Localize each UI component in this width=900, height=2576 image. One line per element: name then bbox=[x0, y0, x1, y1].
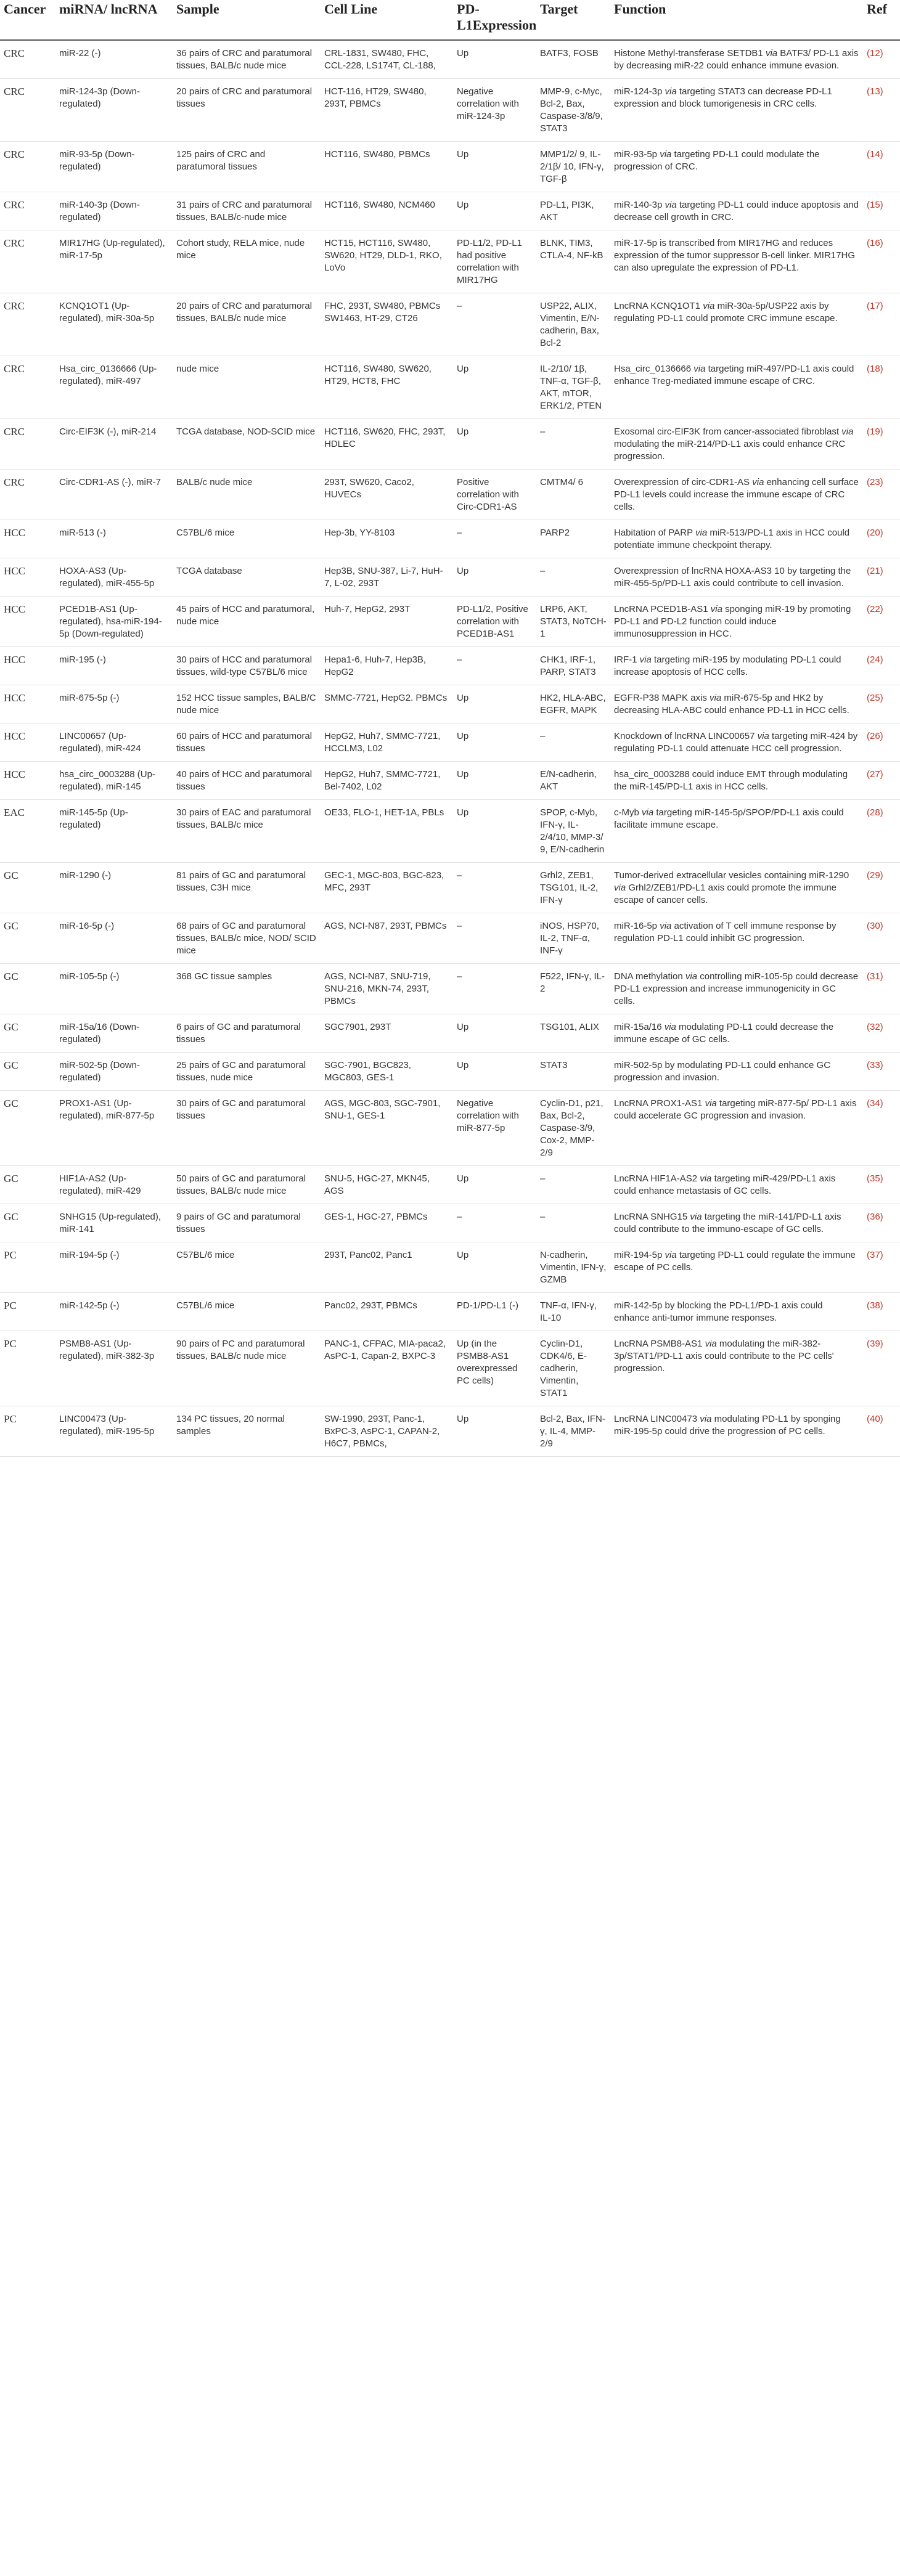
target-cell: BLNK, TIM3, CTLA-4, NF-kB bbox=[536, 230, 610, 293]
table-row bbox=[0, 230, 900, 293]
cancer-cell: CRC bbox=[0, 192, 55, 230]
cancer-cell: CRC bbox=[0, 356, 55, 419]
table-row bbox=[0, 142, 900, 192]
sample-cell: 25 pairs of GC and paratumoral tissues, nude mice bbox=[173, 1053, 321, 1091]
table-row bbox=[0, 1242, 900, 1293]
table-row bbox=[0, 79, 900, 142]
target-cell: USP22, ALIX, Vimentin, E/N-cadherin, Bax, Bcl-2 bbox=[536, 293, 610, 356]
pdl1-expression-cell: – bbox=[453, 913, 536, 964]
mirna-cell: miR-502-5p (Down-regulated) bbox=[55, 1053, 173, 1091]
ref-link[interactable]: (40) bbox=[863, 1406, 900, 1457]
mirna-cell: miR-142-5p (-) bbox=[55, 1293, 173, 1331]
mirna-cell: miR-195 (-) bbox=[55, 647, 173, 685]
cancer-cell: CRC bbox=[0, 419, 55, 470]
sample-cell: TCGA database bbox=[173, 558, 321, 597]
mirna-cell: PSMB8-AS1 (Up-regulated), miR-382-3p bbox=[55, 1331, 173, 1406]
cell-line-cell: Hep3B, SNU-387, Li-7, HuH-7, L-02, 293T bbox=[321, 558, 453, 597]
cancer-cell: GC bbox=[0, 964, 55, 1014]
cell-line-cell: HCT116, SW480, SW620, HT29, HCT8, FHC bbox=[321, 356, 453, 419]
pdl1-expression-cell: Up bbox=[453, 1053, 536, 1091]
pdl1-expression-cell: Up bbox=[453, 1242, 536, 1293]
target-cell: N-cadherin, Vimentin, IFN-γ, GZMB bbox=[536, 1242, 610, 1293]
pdl1-expression-cell: Up bbox=[453, 723, 536, 762]
mirna-cell: LINC00657 (Up-regulated), miR-424 bbox=[55, 723, 173, 762]
function-cell: miR-124-3p via targeting STAT3 can decrease PD-L1 expression and block tumorigenesis in CRC cells. bbox=[610, 79, 863, 142]
function-cell: miR-15a/16 via modulating PD-L1 could decrease the immune escape of GC cells. bbox=[610, 1014, 863, 1053]
target-cell: – bbox=[536, 558, 610, 597]
sample-cell: 30 pairs of HCC and paratumoral tissues, wild-type C57BL/6 mice bbox=[173, 647, 321, 685]
table-row bbox=[0, 558, 900, 597]
header-cancer: Cancer bbox=[0, 0, 55, 40]
target-cell: Bcl-2, Bax, IFN-γ, IL-4, MMP-2/9 bbox=[536, 1406, 610, 1457]
table-row bbox=[0, 1091, 900, 1166]
cancer-cell: GC bbox=[0, 1204, 55, 1242]
pdl1-expression-cell: Up bbox=[453, 142, 536, 192]
sample-cell: BALB/c nude mice bbox=[173, 470, 321, 520]
cancer-cell: GC bbox=[0, 913, 55, 964]
target-cell: F522, IFN-γ, IL-2 bbox=[536, 964, 610, 1014]
cancer-cell: PC bbox=[0, 1293, 55, 1331]
sample-cell: C57BL/6 mice bbox=[173, 1293, 321, 1331]
mirna-cell: Circ-EIF3K (-), miR-214 bbox=[55, 419, 173, 470]
cancer-cell: PC bbox=[0, 1406, 55, 1457]
pdl1-expression-cell: Up bbox=[453, 800, 536, 863]
pdl1-expression-cell: Up bbox=[453, 762, 536, 800]
function-cell: c-Myb via targeting miR-145-5p/SPOP/PD-L1 axis could facilitate immune escape. bbox=[610, 800, 863, 863]
ref-link[interactable]: (19) bbox=[863, 419, 900, 470]
ref-link[interactable]: (30) bbox=[863, 913, 900, 964]
cell-line-cell: Hep-3b, YY-8103 bbox=[321, 520, 453, 558]
ref-link[interactable]: (21) bbox=[863, 558, 900, 597]
sample-cell: 90 pairs of PC and paratumoral tissues, BALB/c nude mice bbox=[173, 1331, 321, 1406]
sample-cell: 30 pairs of GC and paratumoral tissues bbox=[173, 1091, 321, 1166]
sample-cell: 20 pairs of CRC and paratumoral tissues, BALB/c nude mice bbox=[173, 293, 321, 356]
sample-cell: 20 pairs of CRC and paratumoral tissues bbox=[173, 79, 321, 142]
cell-line-cell: SW-1990, 293T, Panc-1, BxPC-3, AsPC-1, CAPAN-2, H6C7, PBMCs, bbox=[321, 1406, 453, 1457]
ref-link[interactable]: (22) bbox=[863, 597, 900, 647]
header-target: Target bbox=[536, 0, 610, 40]
ref-link[interactable]: (37) bbox=[863, 1242, 900, 1293]
cell-line-cell: SGC-7901, BGC823, MGC803, GES-1 bbox=[321, 1053, 453, 1091]
table-row bbox=[0, 762, 900, 800]
cell-line-cell: 293T, SW620, Caco2, HUVECs bbox=[321, 470, 453, 520]
table-header bbox=[0, 0, 900, 40]
cancer-cell: CRC bbox=[0, 470, 55, 520]
mirna-cell: PROX1-AS1 (Up-regulated), miR-877-5p bbox=[55, 1091, 173, 1166]
function-cell: Knockdown of lncRNA LINC00657 via targeting miR-424 by regulating PD-L1 could attenuate HCC cell progression. bbox=[610, 723, 863, 762]
mirna-cell: miR-513 (-) bbox=[55, 520, 173, 558]
mirna-cell: miR-15a/16 (Down-regulated) bbox=[55, 1014, 173, 1053]
target-cell: STAT3 bbox=[536, 1053, 610, 1091]
sample-cell: 30 pairs of EAC and paratumoral tissues, BALB/c mice bbox=[173, 800, 321, 863]
function-cell: miR-142-5p by blocking the PD-L1/PD-1 axis could enhance anti-tumor immune responses. bbox=[610, 1293, 863, 1331]
cell-line-cell: CRL-1831, SW480, FHC, CCL-228, LS174T, CL-188, bbox=[321, 40, 453, 79]
ref-link[interactable]: (16) bbox=[863, 230, 900, 293]
target-cell: IL-2/10/ 1β, TNF-α, TGF-β, AKT, mTOR, ERK1/2, PTEN bbox=[536, 356, 610, 419]
ref-link[interactable]: (12) bbox=[863, 40, 900, 79]
function-cell: LncRNA HIF1A-AS2 via targeting miR-429/PD-L1 axis could enhance metastasis of GC cells. bbox=[610, 1166, 863, 1204]
mirna-cell: hsa_circ_0003288 (Up-regulated), miR-145 bbox=[55, 762, 173, 800]
cancer-cell: HCC bbox=[0, 723, 55, 762]
table-row bbox=[0, 913, 900, 964]
ref-link[interactable]: (15) bbox=[863, 192, 900, 230]
pdl1-expression-cell: Up bbox=[453, 40, 536, 79]
mirna-cell: miR-22 (-) bbox=[55, 40, 173, 79]
cell-line-cell: SMMC-7721, HepG2. PBMCs bbox=[321, 685, 453, 723]
pdl1-expression-cell: Negative correlation with miR-124-3p bbox=[453, 79, 536, 142]
cell-line-cell: AGS, NCI-N87, 293T, PBMCs bbox=[321, 913, 453, 964]
mirna-cell: SNHG15 (Up-regulated), miR-141 bbox=[55, 1204, 173, 1242]
sample-cell: 60 pairs of HCC and paratumoral tissues bbox=[173, 723, 321, 762]
cancer-cell: HCC bbox=[0, 558, 55, 597]
header-mirna: miRNA/ lncRNA bbox=[55, 0, 173, 40]
table-row bbox=[0, 520, 900, 558]
target-cell: Grhl2, ZEB1, TSG101, IL-2, IFN-γ bbox=[536, 863, 610, 913]
mirna-cell: miR-93-5p (Down-regulated) bbox=[55, 142, 173, 192]
function-cell: LncRNA SNHG15 via targeting the miR-141/PD-L1 axis could contribute to the immuno-escape of GC cells. bbox=[610, 1204, 863, 1242]
target-cell: E/N-cadherin, AKT bbox=[536, 762, 610, 800]
table-row bbox=[0, 685, 900, 723]
header-sample: Sample bbox=[173, 0, 321, 40]
mirna-cell: PCED1B-AS1 (Up-regulated), hsa-miR-194-5p (Down-regulated) bbox=[55, 597, 173, 647]
ref-link[interactable]: (13) bbox=[863, 79, 900, 142]
target-cell: iNOS, HSP70, IL-2, TNF-α, INF-γ bbox=[536, 913, 610, 964]
ref-link[interactable]: (25) bbox=[863, 685, 900, 723]
cell-line-cell: Panc02, 293T, PBMCs bbox=[321, 1293, 453, 1331]
mirna-cell: miR-194-5p (-) bbox=[55, 1242, 173, 1293]
cancer-cell: GC bbox=[0, 863, 55, 913]
target-cell: Cyclin-D1, p21, Bax, Bcl-2, Caspase-3/9, Cox-2, MMP-2/9 bbox=[536, 1091, 610, 1166]
table-row bbox=[0, 1406, 900, 1457]
cell-line-cell: AGS, NCI-N87, SNU-719, SNU-216, MKN-74, 293T, PBMCs bbox=[321, 964, 453, 1014]
ref-link[interactable]: (33) bbox=[863, 1053, 900, 1091]
pdl1-expression-cell: Negative correlation with miR-877-5p bbox=[453, 1091, 536, 1166]
sample-cell: C57BL/6 mice bbox=[173, 520, 321, 558]
cell-line-cell: HCT-116, HT29, SW480, 293T, PBMCs bbox=[321, 79, 453, 142]
function-cell: Overexpression of lncRNA HOXA-AS3 10 by targeting the miR-455-5p/PD-L1 axis could contribute to cell invasion. bbox=[610, 558, 863, 597]
mirna-cell: HOXA-AS3 (Up-regulated), miR-455-5p bbox=[55, 558, 173, 597]
sample-cell: 81 pairs of GC and paratumoral tissues, C3H mice bbox=[173, 863, 321, 913]
ref-link[interactable]: (29) bbox=[863, 863, 900, 913]
table-row bbox=[0, 293, 900, 356]
ref-link[interactable]: (32) bbox=[863, 1014, 900, 1053]
function-cell: hsa_circ_0003288 could induce EMT through modulating the miR-145/PD-L1 axis in HCC cells. bbox=[610, 762, 863, 800]
cell-line-cell: Hepa1-6, Huh-7, Hep3B, HepG2 bbox=[321, 647, 453, 685]
cancer-cell: GC bbox=[0, 1166, 55, 1204]
cancer-cell: HCC bbox=[0, 647, 55, 685]
ref-link[interactable]: (38) bbox=[863, 1293, 900, 1331]
table-row bbox=[0, 356, 900, 419]
function-cell: Exosomal circ-EIF3K from cancer-associated fibroblast via modulating the miR-214/PD-L1 axis could enhance CRC progression. bbox=[610, 419, 863, 470]
pdl1-expression-cell: Positive correlation with Circ-CDR1-AS bbox=[453, 470, 536, 520]
function-cell: Overexpression of circ-CDR1-AS via enhancing cell surface PD-L1 levels could increase the immune escape of CRC cells. bbox=[610, 470, 863, 520]
function-cell: EGFR-P38 MAPK axis via miR-675-5p and HK2 by decreasing HLA-ABC could enhance PD-L1 in HCC cells. bbox=[610, 685, 863, 723]
cancer-cell: CRC bbox=[0, 293, 55, 356]
cancer-cell: GC bbox=[0, 1091, 55, 1166]
cancer-cell: EAC bbox=[0, 800, 55, 863]
table-row bbox=[0, 964, 900, 1014]
cell-line-cell: HCT116, SW620, FHC, 293T, HDLEC bbox=[321, 419, 453, 470]
target-cell: TSG101, ALIX bbox=[536, 1014, 610, 1053]
table-row bbox=[0, 863, 900, 913]
target-cell: BATF3, FOSB bbox=[536, 40, 610, 79]
cancer-cell: HCC bbox=[0, 520, 55, 558]
cell-line-cell: HCT116, SW480, PBMCs bbox=[321, 142, 453, 192]
pdl1-expression-cell: Up bbox=[453, 192, 536, 230]
cancer-cell: GC bbox=[0, 1014, 55, 1053]
target-cell: Cyclin-D1, CDK4/6, E-cadherin, Vimentin, STAT1 bbox=[536, 1331, 610, 1406]
table-row bbox=[0, 419, 900, 470]
ref-link[interactable]: (28) bbox=[863, 800, 900, 863]
sample-cell: 50 pairs of GC and paratumoral tissues, BALB/c nude mice bbox=[173, 1166, 321, 1204]
sample-cell: Cohort study, RELA mice, nude mice bbox=[173, 230, 321, 293]
target-cell: MMP-9, c-Myc, Bcl-2, Bax, Caspase-3/8/9, STAT3 bbox=[536, 79, 610, 142]
mirna-cell: miR-124-3p (Down-regulated) bbox=[55, 79, 173, 142]
table-row bbox=[0, 470, 900, 520]
mirna-cell: KCNQ1OT1 (Up-regulated), miR-30a-5p bbox=[55, 293, 173, 356]
function-cell: IRF-1 via targeting miR-195 by modulating PD-L1 could increase apoptosis of HCC cells. bbox=[610, 647, 863, 685]
pdl1-expression-cell: Up bbox=[453, 1406, 536, 1457]
cell-line-cell: HCT116, SW480, NCM460 bbox=[321, 192, 453, 230]
mirna-cell: miR-1290 (-) bbox=[55, 863, 173, 913]
sample-cell: 68 pairs of GC and paratumoral tissues, BALB/c mice, NOD/ SCID mice bbox=[173, 913, 321, 964]
function-cell: Habitation of PARP via miR-513/PD-L1 axis in HCC could potentiate immune checkpoint therapy. bbox=[610, 520, 863, 558]
ref-link[interactable]: (23) bbox=[863, 470, 900, 520]
function-cell: LncRNA LINC00473 via modulating PD-L1 by sponging miR-195-5p could drive the progression of PC cells. bbox=[610, 1406, 863, 1457]
mirna-cell: miR-140-3p (Down-regulated) bbox=[55, 192, 173, 230]
pdl1-expression-cell: Up bbox=[453, 419, 536, 470]
pdl1-expression-cell: Up (in the PSMB8-AS1 overexpressed PC cells) bbox=[453, 1331, 536, 1406]
function-cell: miR-502-5p by modulating PD-L1 could enhance GC progression and invasion. bbox=[610, 1053, 863, 1091]
target-cell: PARP2 bbox=[536, 520, 610, 558]
pdl1-expression-cell: Up bbox=[453, 1014, 536, 1053]
header-function: Function bbox=[610, 0, 863, 40]
ref-link[interactable]: (17) bbox=[863, 293, 900, 356]
ref-link[interactable]: (26) bbox=[863, 723, 900, 762]
ref-link[interactable]: (35) bbox=[863, 1166, 900, 1204]
header-cell-line: Cell Line bbox=[321, 0, 453, 40]
target-cell: – bbox=[536, 723, 610, 762]
cancer-cell: CRC bbox=[0, 40, 55, 79]
table-row bbox=[0, 723, 900, 762]
cell-line-cell: HCT15, HCT116, SW480, SW620, HT29, DLD-1, RKO, LoVo bbox=[321, 230, 453, 293]
sample-cell: nude mice bbox=[173, 356, 321, 419]
pdl1-expression-cell: PD-L1/2, Positive correlation with PCED1B-AS1 bbox=[453, 597, 536, 647]
table-row bbox=[0, 647, 900, 685]
cell-line-cell: OE33, FLO-1, HET-1A, PBLs bbox=[321, 800, 453, 863]
cancer-cell: CRC bbox=[0, 79, 55, 142]
cancer-cell: HCC bbox=[0, 597, 55, 647]
pdl1-expression-cell: – bbox=[453, 964, 536, 1014]
cell-line-cell: SNU-5, HGC-27, MKN45, AGS bbox=[321, 1166, 453, 1204]
table-body bbox=[0, 40, 900, 1457]
pdl1-expression-cell: – bbox=[453, 293, 536, 356]
sample-cell: 45 pairs of HCC and paratumoral, nude mice bbox=[173, 597, 321, 647]
ref-link[interactable]: (34) bbox=[863, 1091, 900, 1166]
target-cell: MMP1/2/ 9, IL-2/1β/ 10, IFN-γ, TGF-β bbox=[536, 142, 610, 192]
function-cell: Tumor-derived extracellular vesicles containing miR-1290 via Grhl2/ZEB1/PD-L1 axis could promote the immune escape of cancer cells. bbox=[610, 863, 863, 913]
cell-line-cell: PANC-1, CFPAC, MIA-paca2, AsPC-1, Capan-2, BXPC-3 bbox=[321, 1331, 453, 1406]
cancer-cell: HCC bbox=[0, 685, 55, 723]
cell-line-cell: GEC-1, MGC-803, BGC-823, MFC, 293T bbox=[321, 863, 453, 913]
cell-line-cell: AGS, MGC-803, SGC-7901, SNU-1, GES-1 bbox=[321, 1091, 453, 1166]
target-cell: HK2, HLA-ABC, EGFR, MAPK bbox=[536, 685, 610, 723]
ref-link[interactable]: (14) bbox=[863, 142, 900, 192]
ref-link[interactable]: (36) bbox=[863, 1204, 900, 1242]
sample-cell: 6 pairs of GC and paratumoral tissues bbox=[173, 1014, 321, 1053]
target-cell: – bbox=[536, 1204, 610, 1242]
sample-cell: 9 pairs of GC and paratumoral tissues bbox=[173, 1204, 321, 1242]
ref-link[interactable]: (27) bbox=[863, 762, 900, 800]
cell-line-cell: Huh-7, HepG2, 293T bbox=[321, 597, 453, 647]
cell-line-cell: FHC, 293T, SW480, PBMCs SW1463, HT-29, CT26 bbox=[321, 293, 453, 356]
sample-cell: 125 pairs of CRC and paratumoral tissues bbox=[173, 142, 321, 192]
cancer-cell: PC bbox=[0, 1242, 55, 1293]
sample-cell: 31 pairs of CRC and paratumoral tissues, BALB/c-nude mice bbox=[173, 192, 321, 230]
function-cell: LncRNA KCNQ1OT1 via miR-30a-5p/USP22 axis by regulating PD-L1 could promote CRC immune escape. bbox=[610, 293, 863, 356]
cell-line-cell: HepG2, Huh7, SMMC-7721, HCCLM3, L02 bbox=[321, 723, 453, 762]
table-row bbox=[0, 40, 900, 79]
function-cell: DNA methylation via controlling miR-105-5p could decrease PD-L1 expression and increase immunogenicity in GC cells. bbox=[610, 964, 863, 1014]
cell-line-cell: HepG2, Huh7, SMMC-7721, Bel-7402, L02 bbox=[321, 762, 453, 800]
cell-line-cell: SGC7901, 293T bbox=[321, 1014, 453, 1053]
function-cell: Hsa_circ_0136666 via targeting miR-497/PD-L1 axis could enhance Treg-mediated immune escape of CRC. bbox=[610, 356, 863, 419]
ref-link[interactable]: (24) bbox=[863, 647, 900, 685]
function-cell: miR-16-5p via activation of T cell immune response by regulation PD-L1 could inhibit GC progression. bbox=[610, 913, 863, 964]
mirna-cell: MIR17HG (Up-regulated), miR-17-5p bbox=[55, 230, 173, 293]
ref-link[interactable]: (39) bbox=[863, 1331, 900, 1406]
function-cell: miR-140-3p via targeting PD-L1 could induce apoptosis and decrease cell growth in CRC. bbox=[610, 192, 863, 230]
target-cell: – bbox=[536, 1166, 610, 1204]
sample-cell: 152 HCC tissue samples, BALB/C nude mice bbox=[173, 685, 321, 723]
sample-cell: 134 PC tissues, 20 normal samples bbox=[173, 1406, 321, 1457]
function-cell: miR-17-5p is transcribed from MIR17HG and reduces expression of the tumor suppressor B-cell linker. MIR17HG can also upregulate the expression of PD-L1. bbox=[610, 230, 863, 293]
cell-line-cell: 293T, Panc02, Panc1 bbox=[321, 1242, 453, 1293]
pdl1-expression-cell: – bbox=[453, 520, 536, 558]
table-row bbox=[0, 597, 900, 647]
cancer-cell: CRC bbox=[0, 230, 55, 293]
mirna-cell: HIF1A-AS2 (Up-regulated), miR-429 bbox=[55, 1166, 173, 1204]
sample-cell: 36 pairs of CRC and paratumoral tissues, BALB/c nude mice bbox=[173, 40, 321, 79]
ref-link[interactable]: (18) bbox=[863, 356, 900, 419]
mirna-cell: Circ-CDR1-AS (-), miR-7 bbox=[55, 470, 173, 520]
cancer-cell: GC bbox=[0, 1053, 55, 1091]
sample-cell: TCGA database, NOD-SCID mice bbox=[173, 419, 321, 470]
pdl1-expression-cell: Up bbox=[453, 1166, 536, 1204]
mirna-cell: miR-675-5p (-) bbox=[55, 685, 173, 723]
function-cell: miR-93-5p via targeting PD-L1 could modulate the progression of CRC. bbox=[610, 142, 863, 192]
sample-cell: C57BL/6 mice bbox=[173, 1242, 321, 1293]
table-row bbox=[0, 1293, 900, 1331]
target-cell: LRP6, AKT, STAT3, NoTCH-1 bbox=[536, 597, 610, 647]
pdl1-expression-cell: – bbox=[453, 647, 536, 685]
mirna-cell: LINC00473 (Up-regulated), miR-195-5p bbox=[55, 1406, 173, 1457]
table-row bbox=[0, 1166, 900, 1204]
cell-line-cell: GES-1, HGC-27, PBMCs bbox=[321, 1204, 453, 1242]
target-cell: CHK1, IRF-1, PARP, STAT3 bbox=[536, 647, 610, 685]
mirna-cell: miR-16-5p (-) bbox=[55, 913, 173, 964]
header-ref: Ref bbox=[863, 0, 900, 40]
pdl1-expression-cell: PD-1/PD-L1 (-) bbox=[453, 1293, 536, 1331]
table-row bbox=[0, 1331, 900, 1406]
table-row bbox=[0, 1014, 900, 1053]
pdl1-expression-cell: – bbox=[453, 863, 536, 913]
pdl1-expression-cell: – bbox=[453, 1204, 536, 1242]
cancer-cell: CRC bbox=[0, 142, 55, 192]
cancer-cell: HCC bbox=[0, 762, 55, 800]
header-row bbox=[0, 0, 900, 40]
sample-cell: 368 GC tissue samples bbox=[173, 964, 321, 1014]
target-cell: TNF-α, IFN-γ, IL-10 bbox=[536, 1293, 610, 1331]
pdl1-expression-cell: PD-L1/2, PD-L1 had positive correlation with MIR17HG bbox=[453, 230, 536, 293]
pdl1-expression-cell: Up bbox=[453, 558, 536, 597]
pdl1-expression-cell: Up bbox=[453, 685, 536, 723]
target-cell: CMTM4/ 6 bbox=[536, 470, 610, 520]
mirna-cell: miR-145-5p (Up-regulated) bbox=[55, 800, 173, 863]
function-cell: LncRNA PSMB8-AS1 via modulating the miR-382-3p/STAT1/PD-L1 axis could contribute to the PC cells' progression. bbox=[610, 1331, 863, 1406]
table-row bbox=[0, 1053, 900, 1091]
ref-link[interactable]: (20) bbox=[863, 520, 900, 558]
cancer-cell: PC bbox=[0, 1331, 55, 1406]
function-cell: Histone Methyl-transferase SETDB1 via BATF3/ PD-L1 axis by decreasing miR-22 could enhance immune evasion. bbox=[610, 40, 863, 79]
target-cell: PD-L1, PI3K, AKT bbox=[536, 192, 610, 230]
table-row bbox=[0, 192, 900, 230]
table-row bbox=[0, 1204, 900, 1242]
target-cell: – bbox=[536, 419, 610, 470]
ref-link[interactable]: (31) bbox=[863, 964, 900, 1014]
function-cell: LncRNA PROX1-AS1 via targeting miR-877-5p/ PD-L1 axis could accelerate GC progression and invasion. bbox=[610, 1091, 863, 1166]
sample-cell: 40 pairs of HCC and paratumoral tissues bbox=[173, 762, 321, 800]
pdl1-expression-cell: Up bbox=[453, 356, 536, 419]
table-row bbox=[0, 800, 900, 863]
function-cell: miR-194-5p via targeting PD-L1 could regulate the immune escape of PC cells. bbox=[610, 1242, 863, 1293]
mirna-cell: Hsa_circ_0136666 (Up-regulated), miR-497 bbox=[55, 356, 173, 419]
header-pdl1-expression: PD-L1Expression bbox=[453, 0, 536, 40]
mirna-cell: miR-105-5p (-) bbox=[55, 964, 173, 1014]
function-cell: LncRNA PCED1B-AS1 via sponging miR-19 by promoting PD-L1 and PD-L2 function could induce immunosuppression in HCC. bbox=[610, 597, 863, 647]
target-cell: SPOP, c-Myb, IFN-γ, IL-2/4/10, MMP-3/ 9, E/N-cadherin bbox=[536, 800, 610, 863]
